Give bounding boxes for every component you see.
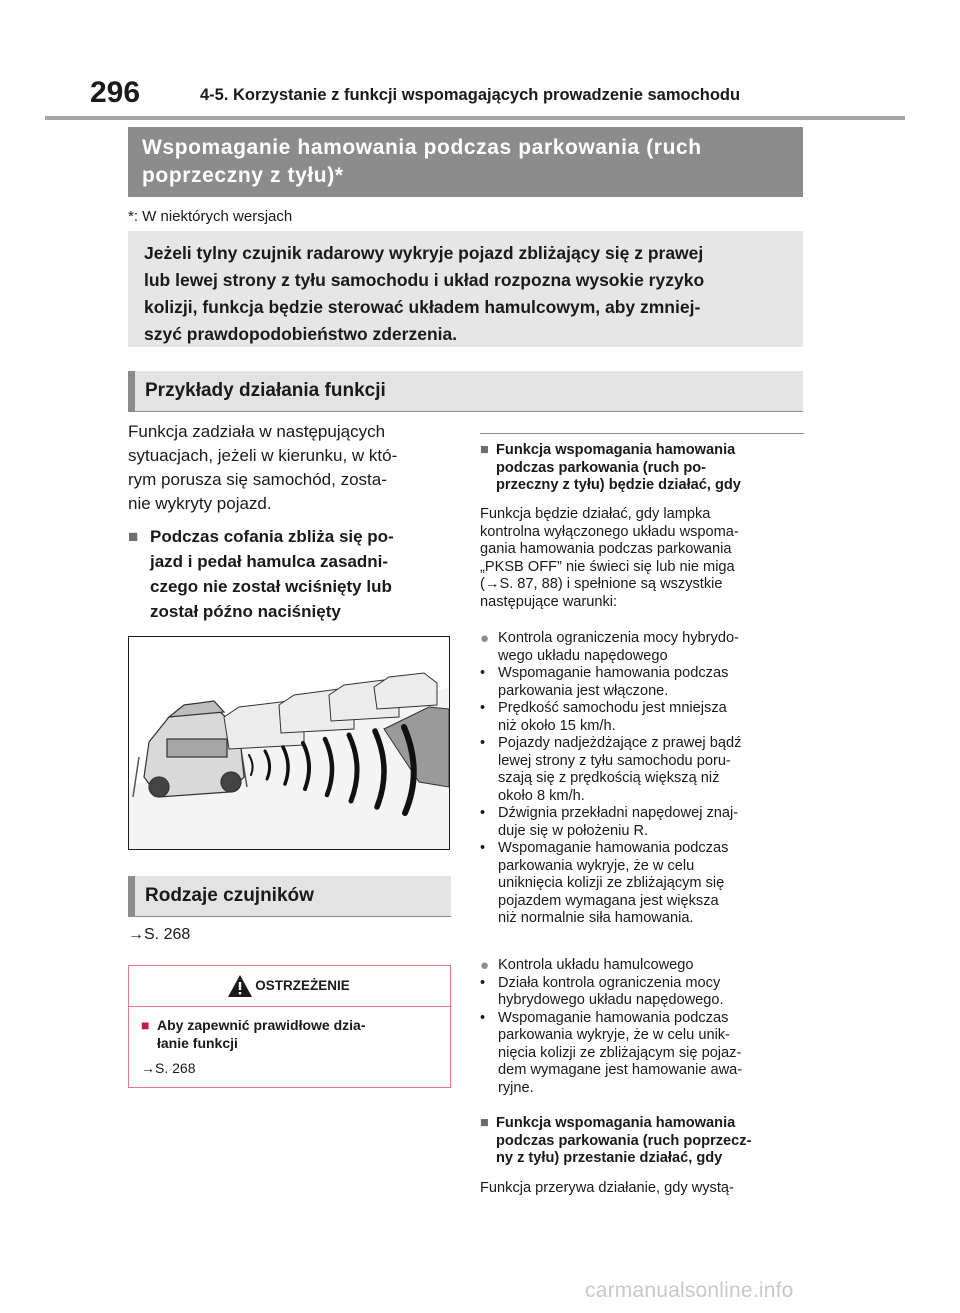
- subheading-line: przeczny z tyłu) będzie działać, gdy: [496, 477, 741, 493]
- dot-bullet-icon: •: [480, 1009, 486, 1026]
- dot-bullet-icon: •: [480, 665, 486, 681]
- body-line: Funkcja zadziała w następujących: [128, 422, 386, 441]
- intro-line: szyć prawdopodobieństwo zderzenia.: [144, 324, 458, 344]
- page-reference[interactable]: →S. 268: [128, 926, 191, 943]
- condition-group-brake: [480, 957, 804, 1097]
- section-heading-examples: Przykłady działania funkcji: [128, 371, 803, 411]
- square-bullet-icon: ■: [128, 527, 139, 546]
- intro-line: Jeżeli tylny czujnik radarowy wykryje pojazd zbliżający się z prawej: [144, 243, 704, 263]
- warning-subheading: [141, 1016, 441, 1052]
- list-line: około 8 km/h.: [498, 787, 585, 804]
- warning-sub-line: łanie funkcji: [157, 1035, 238, 1051]
- dot-bullet-icon: •: [480, 974, 486, 991]
- group-line: Kontrola ograniczenia mocy hybrydo-: [498, 630, 739, 646]
- section-heading-sensors: Rodzaje czujników: [128, 876, 451, 916]
- list-line: Wspomaganie hamowania podczas: [498, 840, 729, 856]
- warning-box: [128, 965, 451, 1088]
- condition-group-hybrid: [480, 630, 804, 928]
- body-line: nie wykryty pojazd.: [128, 494, 272, 513]
- list-line: Wspomaganie hamowania podczas: [498, 665, 729, 681]
- group-line: wego układu napędowego: [498, 647, 668, 664]
- subheading-line: czego nie został wciśnięty lub: [150, 577, 392, 596]
- list-line: hybrydowego układu napędowego.: [498, 992, 724, 1008]
- list-line: Działa kontrola ograniczenia mocy: [498, 974, 721, 991]
- list-line: dem wymagane jest hamowanie awa-: [498, 1062, 743, 1078]
- warning-page-reference[interactable]: →S. 268: [141, 1060, 196, 1076]
- intro-line: kolizji, funkcja będzie sterować układem hamulcowym, aby zmniej-: [144, 297, 701, 317]
- intro-line: lub lewej strony z tyłu samochodu i układ rozpozna wysokie ryzyko: [144, 270, 705, 290]
- rear-cross-traffic-illustration: [129, 637, 449, 849]
- list-line: ryjne.: [498, 1079, 534, 1096]
- list-line: Prędkość samochodu jest mniejsza: [498, 700, 727, 716]
- warning-sub-line: Aby zapewnić prawidłowe dzia-: [157, 1017, 366, 1033]
- subheading-line: podczas parkowania (ruch po-: [496, 459, 707, 476]
- list-item: [480, 840, 804, 928]
- square-bullet-icon: ■: [480, 1115, 489, 1131]
- subheading-line: podczas parkowania (ruch poprzecz-: [496, 1132, 752, 1149]
- body-line: rym porusza się samochód, zosta-: [128, 470, 387, 489]
- paragraph-line: „PKSB OFF” nie świeci się lub nie miga: [480, 558, 735, 575]
- section-underline: [128, 411, 803, 412]
- page-number: 296: [90, 76, 141, 109]
- section-title-line: poprzeczny z tyłu)*: [142, 164, 344, 187]
- section-underline: [128, 916, 451, 917]
- parking-illustration: [128, 636, 450, 850]
- paragraph-line: kontrolna wyłączonego układu wspoma-: [480, 523, 739, 540]
- footnote: *: W niektórych wersjach: [128, 208, 293, 225]
- header-rule: [45, 116, 905, 120]
- list-line: niż normalnie siła hamowania.: [498, 910, 694, 926]
- body-line: sytuacjach, jeżeli w kierunku, w któ-: [128, 446, 398, 465]
- paragraph-line: następujące warunki:: [480, 593, 618, 610]
- list-line: Pojazdy nadjeżdżające z prawej bądź: [498, 735, 742, 751]
- right-paragraph-conditions: [480, 506, 804, 611]
- list-item: [480, 805, 804, 840]
- warning-header: [129, 966, 450, 1006]
- subheading-line: jazd i pedał hamulca zasadni-: [150, 552, 389, 571]
- list-line: szają się z prędkością większą niż: [498, 770, 720, 786]
- list-item: [480, 1010, 804, 1098]
- list-line: pojazdem wymagana jest większa: [498, 892, 719, 909]
- list-line: lewej strony z tyłu samochodu poru-: [498, 752, 731, 769]
- list-item: [480, 665, 804, 700]
- list-line: niż około 15 km/h.: [498, 717, 616, 734]
- list-line: uniknięcia kolizji ze zbliżającym się: [498, 875, 725, 891]
- right-paragraph-stop: Funkcja przerywa działanie, gdy wystą-: [480, 1180, 734, 1196]
- list-line: parkowania wykryje, że w celu: [498, 857, 695, 874]
- list-line: parkowania wykryje, że w celu unik-: [498, 1027, 730, 1043]
- left-subheading: [128, 524, 448, 624]
- subheading-line: Podczas cofania zbliża się po-: [150, 527, 394, 546]
- list-line: Dźwignia przekładni napędowej znaj-: [498, 805, 739, 821]
- intro-box: [128, 231, 803, 347]
- subheading-line: Funkcja wspomagania hamowania: [496, 442, 736, 458]
- dot-bullet-icon: •: [480, 840, 486, 856]
- subheading-line: Funkcja wspomagania hamowania: [496, 1115, 736, 1131]
- dot-bullet-icon: •: [480, 700, 486, 716]
- warning-separator: [129, 1006, 450, 1007]
- warning-title: OSTRZEŻENIE: [255, 978, 350, 993]
- circle-bullet-icon: ●: [480, 630, 490, 647]
- section-title-line: Wspomaganie hamowania podczas parkowania (ruch: [142, 136, 702, 159]
- list-line: nięcia kolizji ze zbliżającym się pojaz-: [498, 1044, 742, 1061]
- paragraph-line: Funkcja będzie działać, gdy lampka: [480, 506, 711, 522]
- running-title: 4-5. Korzystanie z funkcji wspomagających prowadzenie samochodu: [200, 86, 741, 104]
- watermark: carmanualsonline.info: [585, 1279, 794, 1302]
- list-line: parkowania jest włączone.: [498, 682, 669, 699]
- dot-bullet-icon: •: [480, 735, 486, 751]
- list-line: Wspomaganie hamowania podczas: [498, 1009, 729, 1026]
- right-subheading-active: [480, 442, 804, 495]
- list-item: [480, 975, 804, 1010]
- square-bullet-icon: ■: [480, 442, 489, 458]
- list-item: [480, 735, 804, 805]
- group-line: Kontrola układu hamulcowego: [498, 957, 694, 973]
- list-line: duje się w położeniu R.: [498, 822, 649, 839]
- right-column-rule: [480, 433, 804, 434]
- list-item: [480, 700, 804, 735]
- right-subheading-stop: [480, 1115, 804, 1168]
- dot-bullet-icon: •: [480, 805, 486, 821]
- circle-bullet-icon: ●: [480, 957, 490, 974]
- subheading-line: został późno naciśnięty: [150, 602, 341, 621]
- paragraph-line: (→S. 87, 88) i spełnione są wszystkie: [480, 576, 723, 592]
- paragraph-line: gania hamowania podczas parkowania: [480, 541, 732, 557]
- section-title-banner: [128, 127, 803, 197]
- subheading-line: ny z tyłu) przestanie działać, gdy: [496, 1150, 723, 1166]
- square-bullet-icon: ■: [141, 1017, 150, 1033]
- left-body-text: [128, 420, 448, 516]
